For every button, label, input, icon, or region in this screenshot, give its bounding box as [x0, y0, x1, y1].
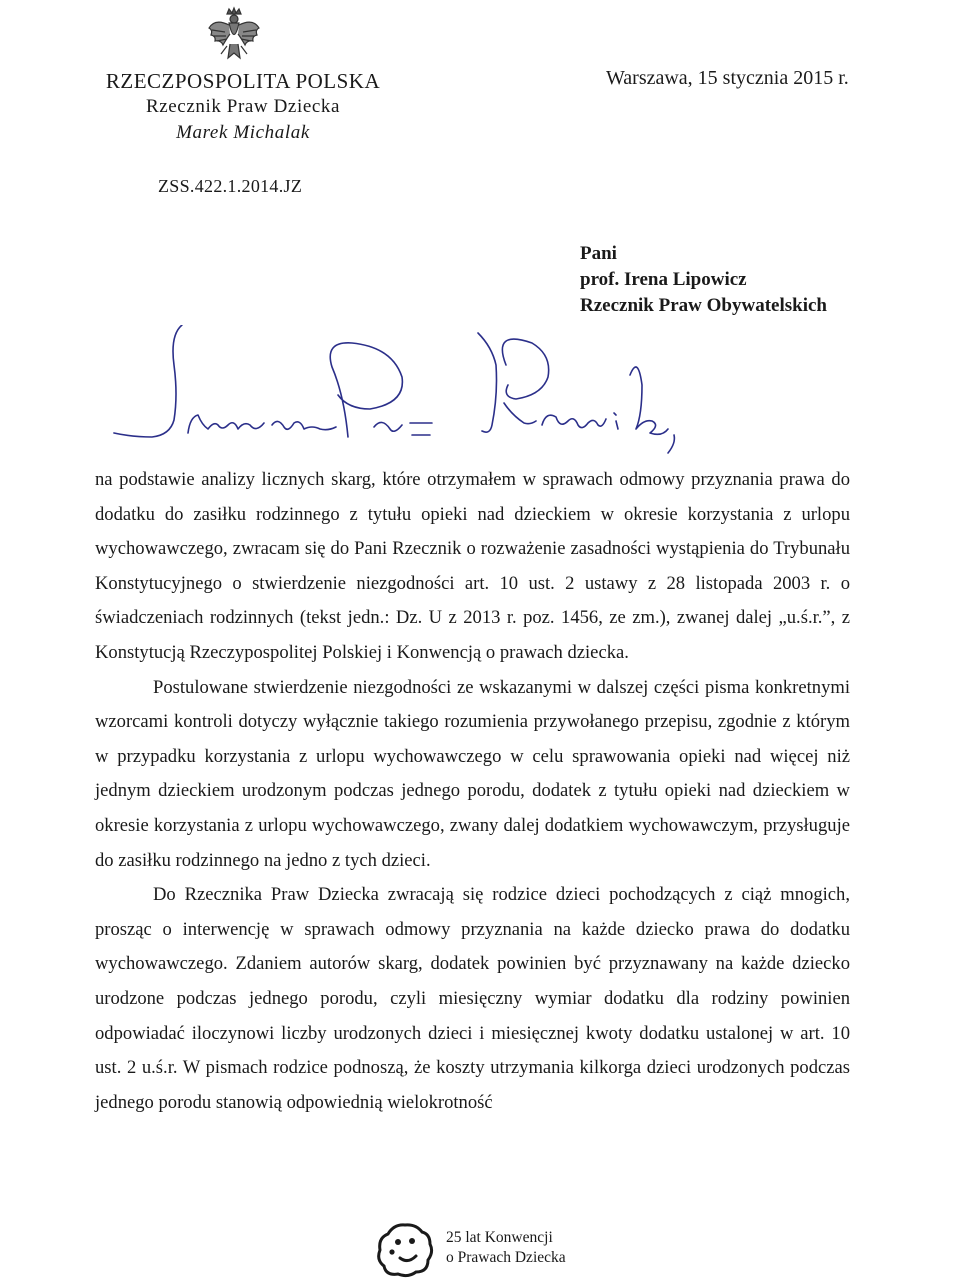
handwritten-salutation	[112, 325, 692, 465]
recipient-block	[580, 241, 827, 319]
letter-date: Warszawa, 15 stycznia 2015 r.	[606, 67, 849, 89]
recipient-line-2: prof. Irena Lipowicz	[580, 269, 747, 290]
footer-text	[446, 1228, 566, 1268]
recipient-line-1: Pani	[580, 243, 617, 264]
body-paragraph-3: Do Rzecznika Praw Dziecka zwracają się rodzice dzieci pochodzących z ciąż mnogich, prosząc o interwencję w sprawach odmowy przyznania na każde dziecko prawa do dodatku wychowawczego. Zdaniem autorów skarg, dodatek powinien być przyznawany na każde dziecko urodzone podczas jednego porodu, czyli miesięczny wymiar dodatku dla rodziny powinien odpowiadać iloczynowi liczby urodzonych dzieci i miesięcznej kwoty dodatku ustalonej w art. 10 ust. 2 u.ś.r. W pismach rodzice podnoszą, że koszty utrzymania kilkorga dzieci urodzonych podczas jednego porodu stanowią odpowiednią wielokrotność	[95, 884, 850, 1113]
white-eagle-emblem-icon	[203, 6, 265, 68]
body-paragraph-2: Postulowane stwierdzenie niezgodności ze wskazanymi w dalszej części pisma konkretnymi wzorcami kontroli dotyczy wyłącznie takiego rozumienia przywołanego przepisu, zgodnie z którym w przypadku korzystania z urlopu wychowawczego w celu sprawowania opieki nad więcej niż jednym dzieckiem urodzonym podczas jednego porodu, dodatek z tytułu opieki nad dzieckiem w okresie korzystania z urlopu wychowawczego, zwany dalej dodatkiem wychowawczym, przysługuje do zasiłku rodzinnego na jedno z tych dzieci.	[95, 676, 850, 871]
face-logo-icon	[376, 1222, 434, 1278]
footer-line-2: o Prawach Dziecka	[446, 1249, 566, 1266]
letter-body	[95, 463, 850, 1120]
body-paragraph-1: na podstawie analizy licznych skarg, które otrzymałem w sprawach odmowy przyznania prawa do dodatku do zasiłku rodzinnego z tytułu opieki nad dzieckiem w okresie korzystania z urlopu wychowawczego, zwracam się do Pani Rzecznik o rozważenie zasadności wystąpienia do Trybunału Konstytucyjnego o stwierdzenie niezgodności art. 10 ust. 2 ustawy z 28 listopada 2003 r. o świadczeniach rodzinnych (tekst jedn.: Dz. U z 2013 r. poz. 1456, ze zm.), zwanej dalej „u.ś.r.”, z Konstytucją Rzeczypospolitej Polskiej i Konwencją o prawach dziecka.	[95, 469, 850, 663]
person-name: Marek Michalak	[176, 122, 310, 143]
footer-line-1: 25 lat Konwencji	[446, 1229, 553, 1246]
recipient-line-3: Rzecznik Praw Obywatelskich	[580, 295, 827, 316]
office-name: Rzecznik Praw Dziecka	[145, 96, 341, 117]
reference-number: ZSS.422.1.2014.JZ	[158, 176, 303, 196]
letterhead	[93, 68, 393, 146]
institution-name: RZECZPOSPOLITA POLSKA	[105, 69, 381, 93]
